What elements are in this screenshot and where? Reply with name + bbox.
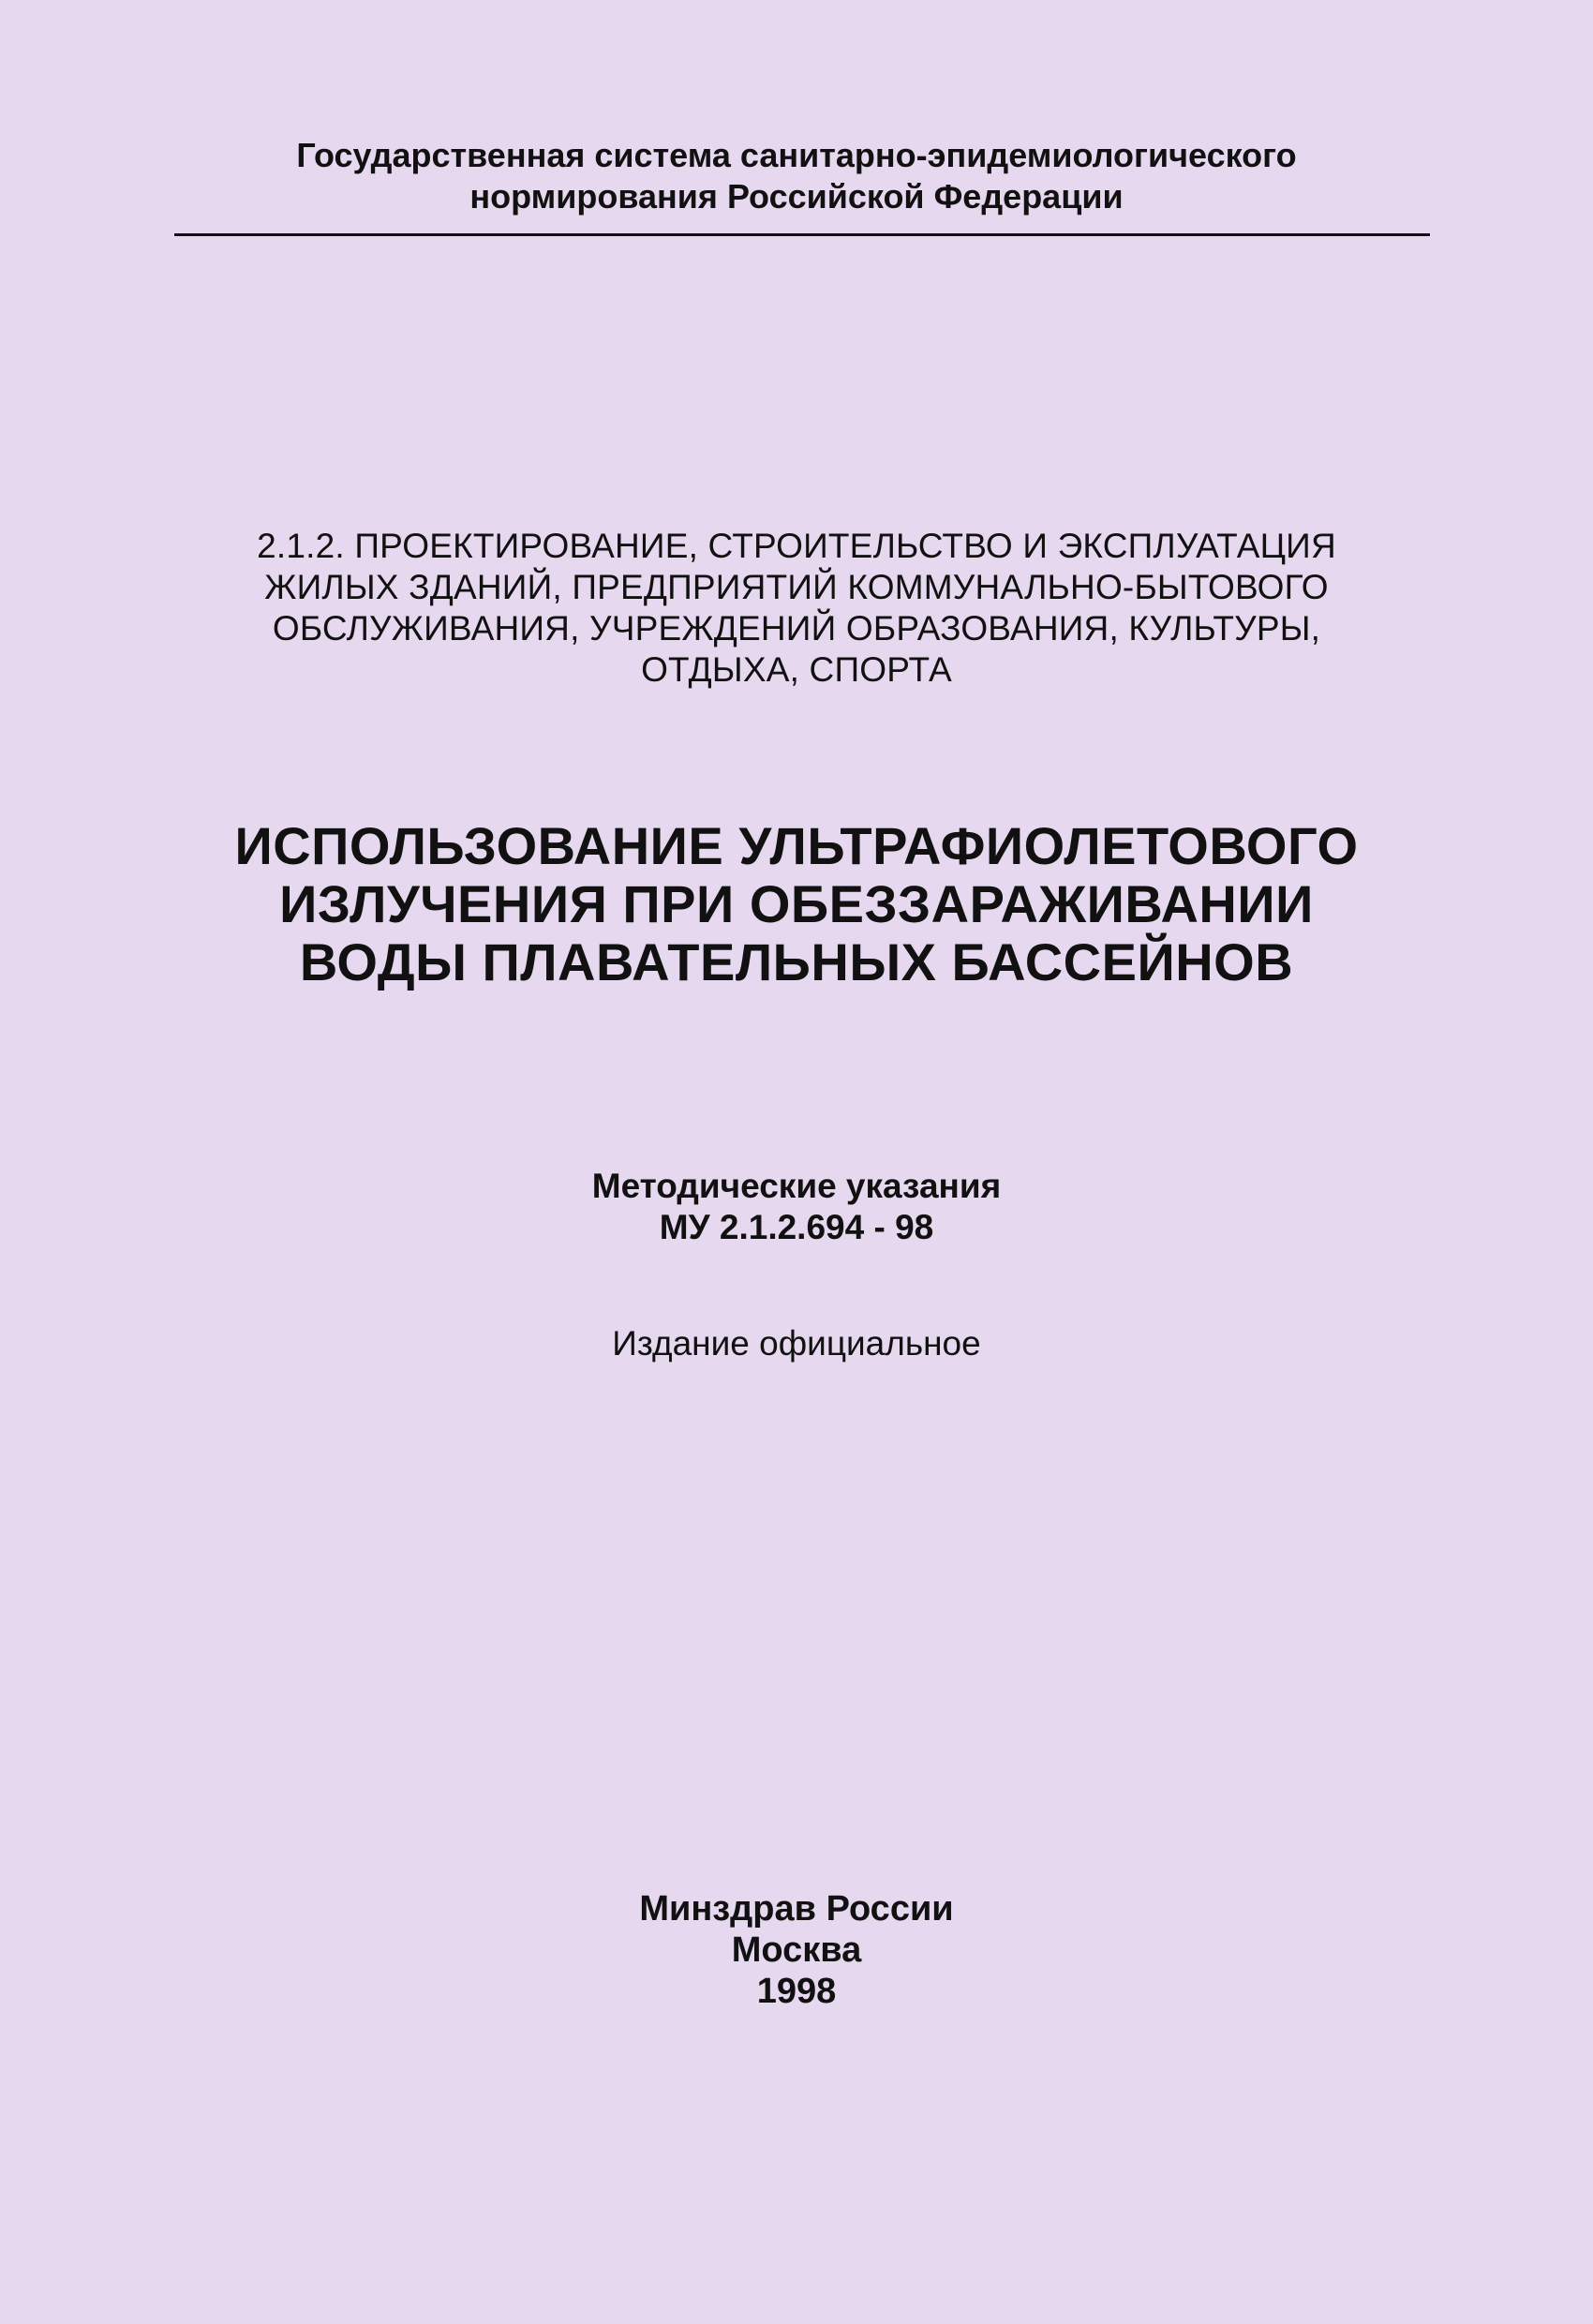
publisher: Минздрав России — [639, 1889, 954, 1929]
edition-note — [0, 1323, 1593, 1364]
imprint — [0, 1888, 1593, 2012]
document-type-name: Методические указания — [591, 1167, 1002, 1205]
publication-year: 1998 — [756, 1972, 837, 2011]
issuer-header-line-2: нормирования Российской Федерации — [469, 177, 1124, 216]
document-title-line-3: ВОДЫ ПЛАВАТЕЛЬНЫХ БАССЕЙНОВ — [299, 932, 1294, 991]
edition-label: Издание официальное — [612, 1324, 981, 1363]
issuer-header — [0, 135, 1593, 217]
section-heading — [0, 526, 1593, 691]
document-title — [0, 817, 1593, 991]
document-code: МУ 2.1.2.694 - 98 — [659, 1208, 934, 1246]
section-heading-line-1: 2.1.2. ПРОЕКТИРОВАНИЕ, СТРОИТЕЛЬСТВО И ЭКСПЛУАТАЦИЯ — [257, 527, 1336, 565]
section-heading-line-4: ОТДЫХА, СПОРТА — [641, 650, 952, 689]
section-heading-line-3: ОБСЛУЖИВАНИЯ, УЧРЕЖДЕНИЙ ОБРАЗОВАНИЯ, КУЛЬТУРЫ, — [272, 609, 1321, 648]
document-title-line-1: ИСПОЛЬЗОВАНИЕ УЛЬТРАФИОЛЕТОВОГО — [234, 816, 1359, 875]
document-type — [0, 1166, 1593, 1248]
header-divider — [174, 233, 1430, 236]
document-title-line-2: ИЗЛУЧЕНИЯ ПРИ ОБЕЗЗАРАЖИВАНИИ — [279, 874, 1314, 933]
publication-city: Москва — [731, 1930, 862, 1970]
section-heading-line-2: ЖИЛЫХ ЗДАНИЙ, ПРЕДПРИЯТИЙ КОММУНАЛЬНО-БЫТОВОГО — [264, 568, 1329, 606]
issuer-header-line-1: Государственная система санитарно-эпидемиологического — [296, 136, 1297, 174]
